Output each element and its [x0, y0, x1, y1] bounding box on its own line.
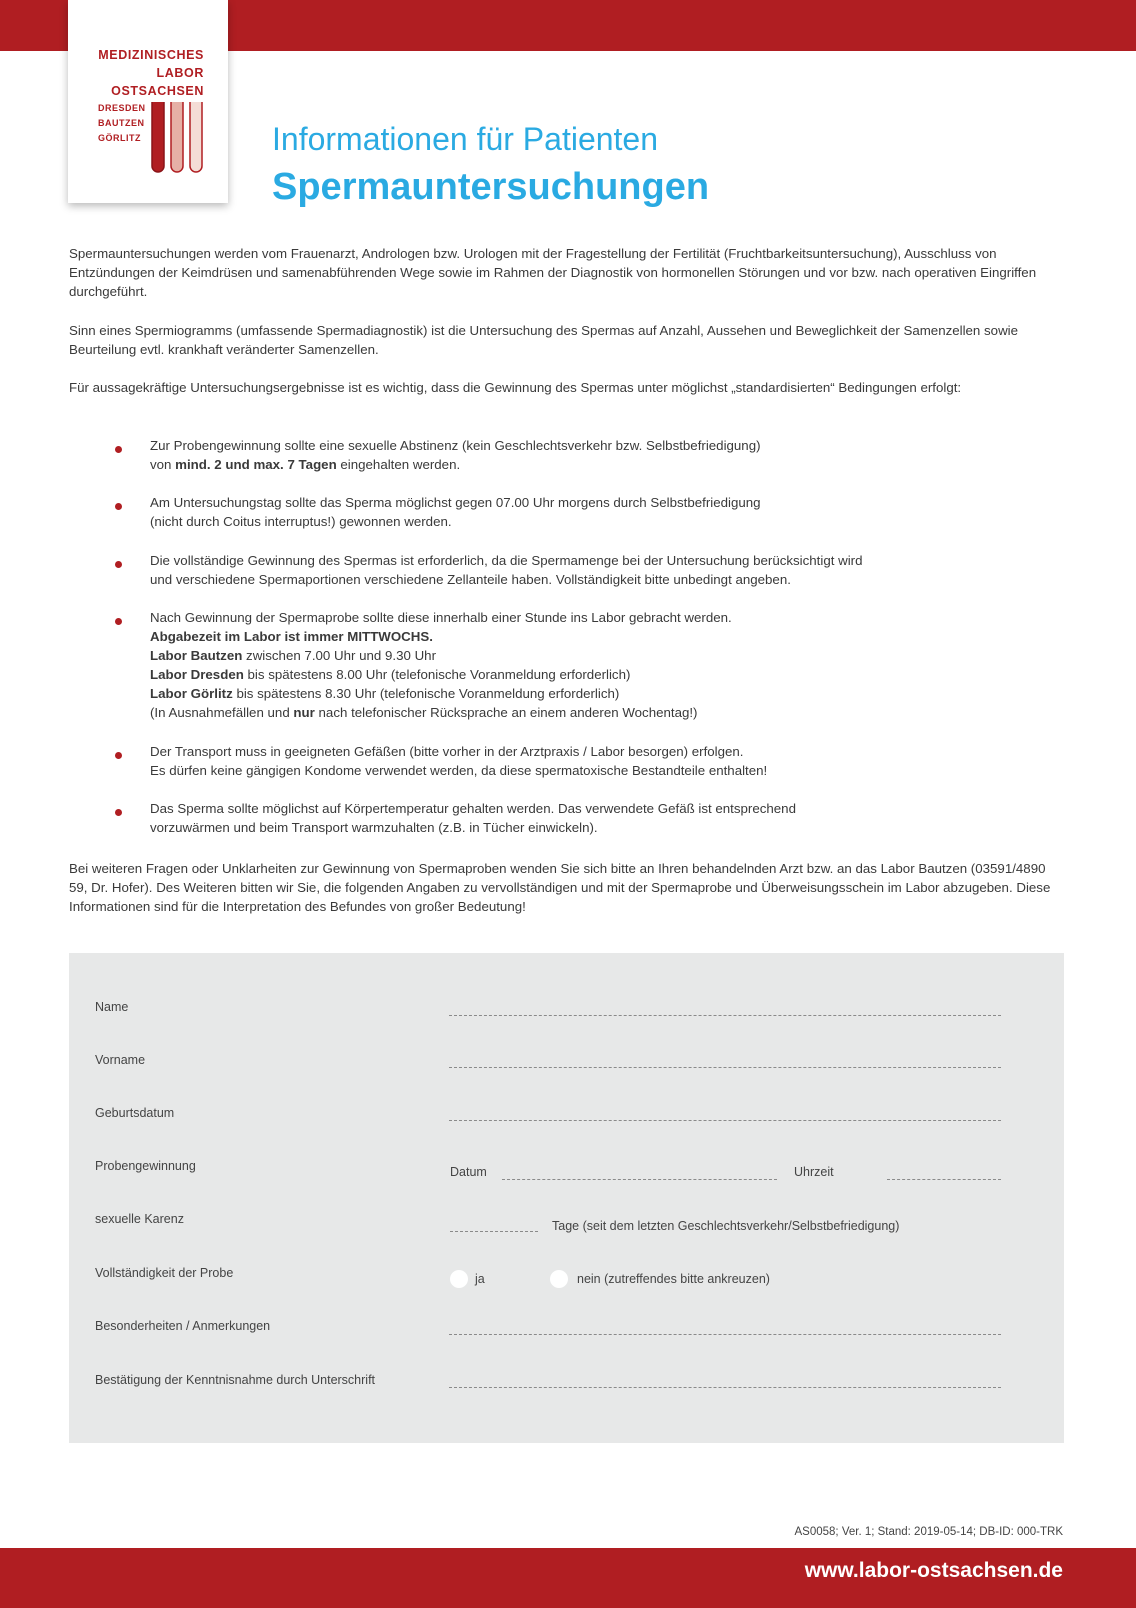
vollstaendigkeit-label: Vollständigkeit der Probe [95, 1266, 234, 1280]
nein-radio[interactable] [550, 1270, 568, 1288]
test-tubes-icon [148, 100, 206, 178]
logo-line-2: LABOR [156, 66, 204, 80]
bullet-dot-icon [115, 746, 125, 756]
document-code: AS0058; Ver. 1; Stand: 2019-05-14; DB-ID: 000-TRK [794, 1526, 1063, 1538]
bestaetigung-label: Bestätigung der Kenntnisnahme durch Unterschrift [95, 1373, 376, 1387]
datum-field[interactable] [502, 1179, 777, 1180]
bullet-dot-icon [115, 555, 125, 565]
page-title: Spermauntersuchungen [272, 166, 710, 208]
bullet-dot-icon [115, 497, 125, 507]
vorname-field[interactable] [449, 1067, 1001, 1068]
website-link[interactable]: www.labor-ostsachsen.de [804, 1559, 1063, 1582]
karenz-suffix: Tage (seit dem letzten Geschlechtsverkehr/Selbstbefriedigung) [552, 1219, 900, 1233]
logo-city-3: GÖRLITZ [98, 133, 141, 143]
name-field[interactable] [449, 1015, 1001, 1016]
bullet-item-abstinence: Zur Probengewinnung sollte eine sexuelle Abstinenz (kein Geschlechtsverkehr bzw. Selbstbefriedigung) von mind. 2 und max. 7 Tagen eingehalten werden. [150, 438, 761, 472]
probengewinnung-label: Probengewinnung [95, 1159, 196, 1173]
karenz-days-field[interactable] [450, 1231, 538, 1232]
bullet-item-transport: Der Transport muss in geeigneten Gefäßen (bitte vorher in der Arztpraxis / Labor besorgen) erfolgen. Es dürfen keine gängigen Kondome verwendet werden, da diese spermatoxische Bestandteile enthalten! [150, 744, 768, 778]
uhrzeit-field[interactable] [887, 1179, 1001, 1180]
logo-city-2: BAUTZEN [98, 118, 145, 128]
logo-city-1: DRESDEN [98, 103, 146, 113]
bullet-dot-icon [115, 803, 125, 813]
geburtsdatum-label: Geburtsdatum [95, 1106, 175, 1120]
bullet-dot-icon [115, 440, 125, 450]
bullet-item-collection-time: Am Untersuchungstag sollte das Sperma möglichst gegen 07.00 Uhr morgens durch Selbstbefriedigung (nicht durch Coitus interruptus!) gewonnen werden. [150, 495, 761, 529]
uhrzeit-label: Uhrzeit [794, 1165, 834, 1179]
closing-paragraph: Bei weiteren Fragen oder Unklarheiten zur Gewinnung von Spermaproben wenden Sie sich bitte an Ihren behandelnden Arzt bzw. an das Labor Bautzen (03591/4890 59, Dr. Hofer). Des Weiteren bitten wir Sie, die folgenden Angaben zu vervollständigen und mit der Spermaprobe und Überweisungsschein im Labor abzugeben. Diese Informationen sind für die Interpretation des Befundes von großer Bedeutung! [69, 861, 1051, 914]
bullet-item-temperature: Das Sperma sollte möglichst auf Körpertemperatur gehalten werden. Das verwendete Gefäß ist entsprechend vorzuwärmen und beim Transport warmzuhalten (z.B. in Tücher einwickeln). [150, 801, 796, 835]
datum-label: Datum [450, 1165, 487, 1179]
bullet-item-delivery: Nach Gewinnung der Spermaprobe sollte diese innerhalb einer Stunde ins Labor gebracht werden. Abgabezeit im Labor ist immer MITTWOCHS. Labor Bautzen zwischen 7.00 Uhr und 9.30 Uhr Labor Dresden bis spätestens 8.00 Uhr (telefonische Voranmeldung erforderlich) Labor Görlitz bis spätestens 8.30 Uhr (telefonische Voranmeldung erforderlich) (In Ausnahmefällen und nur nach telefonischer Rücksprache an einem anderen Wochentag!) [150, 610, 732, 720]
patient-form [69, 953, 1064, 1443]
bullet-item-completeness: Die vollständige Gewinnung des Spermas ist erforderlich, da die Spermamenge bei der Untersuchung berücksichtigt wird und verschiedene Spermaportionen verschiedene Zellanteile haben. Vollständigkeit bitte unbedingt angeben. [150, 553, 863, 587]
ja-radio[interactable] [450, 1270, 468, 1288]
bullet-dot-icon [115, 612, 125, 622]
intro-paragraph-2: Sinn eines Spermiogramms (umfassende Spermadiagnostik) ist die Untersuchung des Spermas auf Anzahl, Aussehen und Beweglichkeit der Samenzellen sowie Beurteilung evtl. krankhaft veränderter Samenzellen. [69, 323, 1019, 357]
vorname-label: Vorname [95, 1053, 146, 1067]
karenz-label: sexuelle Karenz [95, 1212, 184, 1226]
logo-line-1: MEDIZINISCHES [98, 48, 204, 62]
intro-paragraph-3: Für aussagekräftige Untersuchungsergebnisse ist es wichtig, dass die Gewinnung des Spermas unter möglichst „standardisierten“ Bedingungen erfolgt: [69, 380, 962, 395]
nein-label: nein (zutreffendes bitte ankreuzen) [577, 1272, 770, 1286]
name-label: Name [95, 1000, 129, 1014]
logo-line-3: OSTSACHSEN [111, 84, 204, 98]
besonderheiten-field[interactable] [449, 1334, 1001, 1335]
signature-field[interactable] [449, 1387, 1001, 1388]
besonderheiten-label: Besonderheiten / Anmerkungen [95, 1319, 271, 1333]
geburtsdatum-field[interactable] [449, 1120, 1001, 1121]
ja-label: ja [475, 1272, 485, 1286]
intro-paragraph-1: Spermauntersuchungen werden vom Frauenarzt, Andrologen bzw. Urologen mit der Fragestellung der Fertilität (Fruchtbarkeitsuntersuchung), Ausschluss von Entzündungen der Keimdrüsen und samenabführenden Wege sowie im Rahmen der Diagnostik von hormonellen Störungen und vor bzw. nach operativen Eingriffen durchgeführt. [69, 246, 1037, 299]
lab-logo [68, 0, 228, 203]
page-subtitle: Informationen für Patienten [272, 121, 659, 157]
